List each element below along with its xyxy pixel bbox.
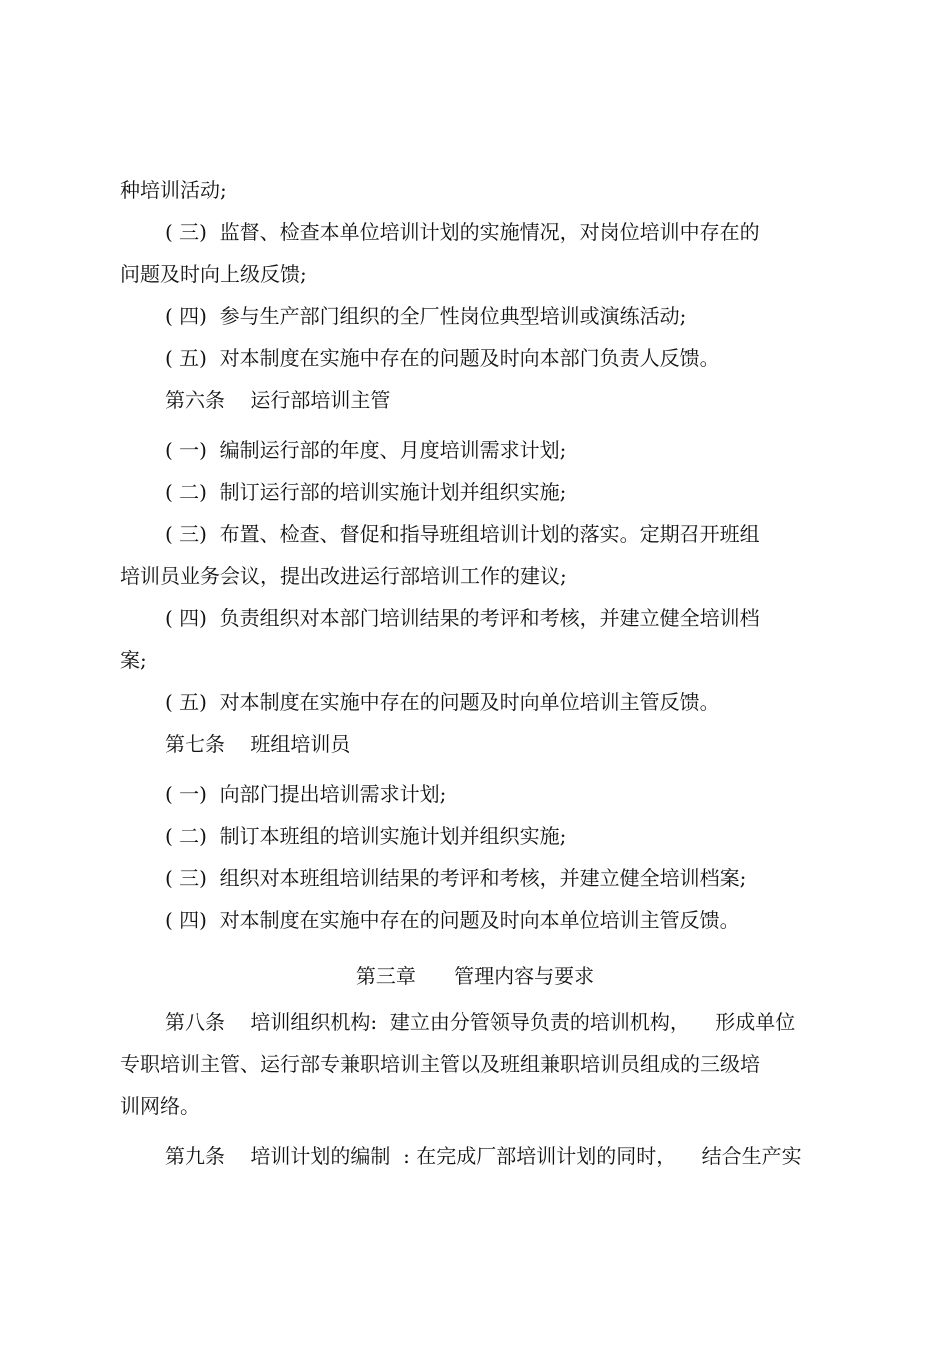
paragraph-line: 第九条 培训计划的编制 : 在完成厂部培训计划的同时， 结合生产实 bbox=[165, 1144, 802, 1168]
paragraph-line: 培训员业务会议，提出改进运行部培训工作的建议; bbox=[120, 564, 567, 588]
paragraph-line: ( 三) 布置、检查、督促和指导班组培训计划的落实。定期召开班组 bbox=[165, 522, 760, 546]
paragraph-line: 训网络。 bbox=[120, 1094, 200, 1118]
paragraph-line: ( 五) 对本制度在实施中存在的问题及时向本部门负责人反馈。 bbox=[165, 346, 720, 370]
paragraph-line: ( 四) 负责组织对本部门培训结果的考评和考核，并建立健全培训档 bbox=[165, 606, 760, 630]
paragraph-line: 种培训活动; bbox=[120, 178, 227, 202]
paragraph-line: ( 四) 对本制度在实施中存在的问题及时向本单位培训主管反馈。 bbox=[165, 908, 740, 932]
paragraph-line: ( 二) 制订运行部的培训实施计划并组织实施; bbox=[165, 480, 567, 504]
paragraph-line: ( 三) 监督、检查本单位培训计划的实施情况，对岗位培训中存在的 bbox=[165, 220, 760, 244]
paragraph-line: ( 四) 参与生产部门组织的全厂性岗位典型培训或演练活动; bbox=[165, 304, 687, 328]
paragraph-line: ( 一) 编制运行部的年度、月度培训需求计划; bbox=[165, 438, 567, 462]
paragraph-line: 第八条 培训组织机构: 建立由分管领导负责的培训机构， 形成单位 bbox=[165, 1010, 796, 1034]
chapter-heading: 第三章 管理内容与要求 bbox=[355, 964, 595, 988]
paragraph-line: 专职培训主管、运行部专兼职培训主管以及班组兼职培训员组成的三级培 bbox=[120, 1052, 760, 1076]
paragraph-line: ( 五) 对本制度在实施中存在的问题及时向单位培训主管反馈。 bbox=[165, 690, 720, 714]
paragraph-line: 问题及时向上级反馈; bbox=[120, 262, 307, 286]
article-heading: 第七条 班组培训员 bbox=[165, 732, 351, 756]
paragraph-line: ( 二) 制订本班组的培训实施计划并组织实施; bbox=[165, 824, 567, 848]
paragraph-line: ( 三) 组织对本班组培训结果的考评和考核，并建立健全培训档案; bbox=[165, 866, 747, 890]
paragraph-line: 案; bbox=[120, 648, 147, 672]
article-heading: 第六条 运行部培训主管 bbox=[165, 388, 391, 412]
paragraph-line: ( 一) 向部门提出培训需求计划; bbox=[165, 782, 447, 806]
